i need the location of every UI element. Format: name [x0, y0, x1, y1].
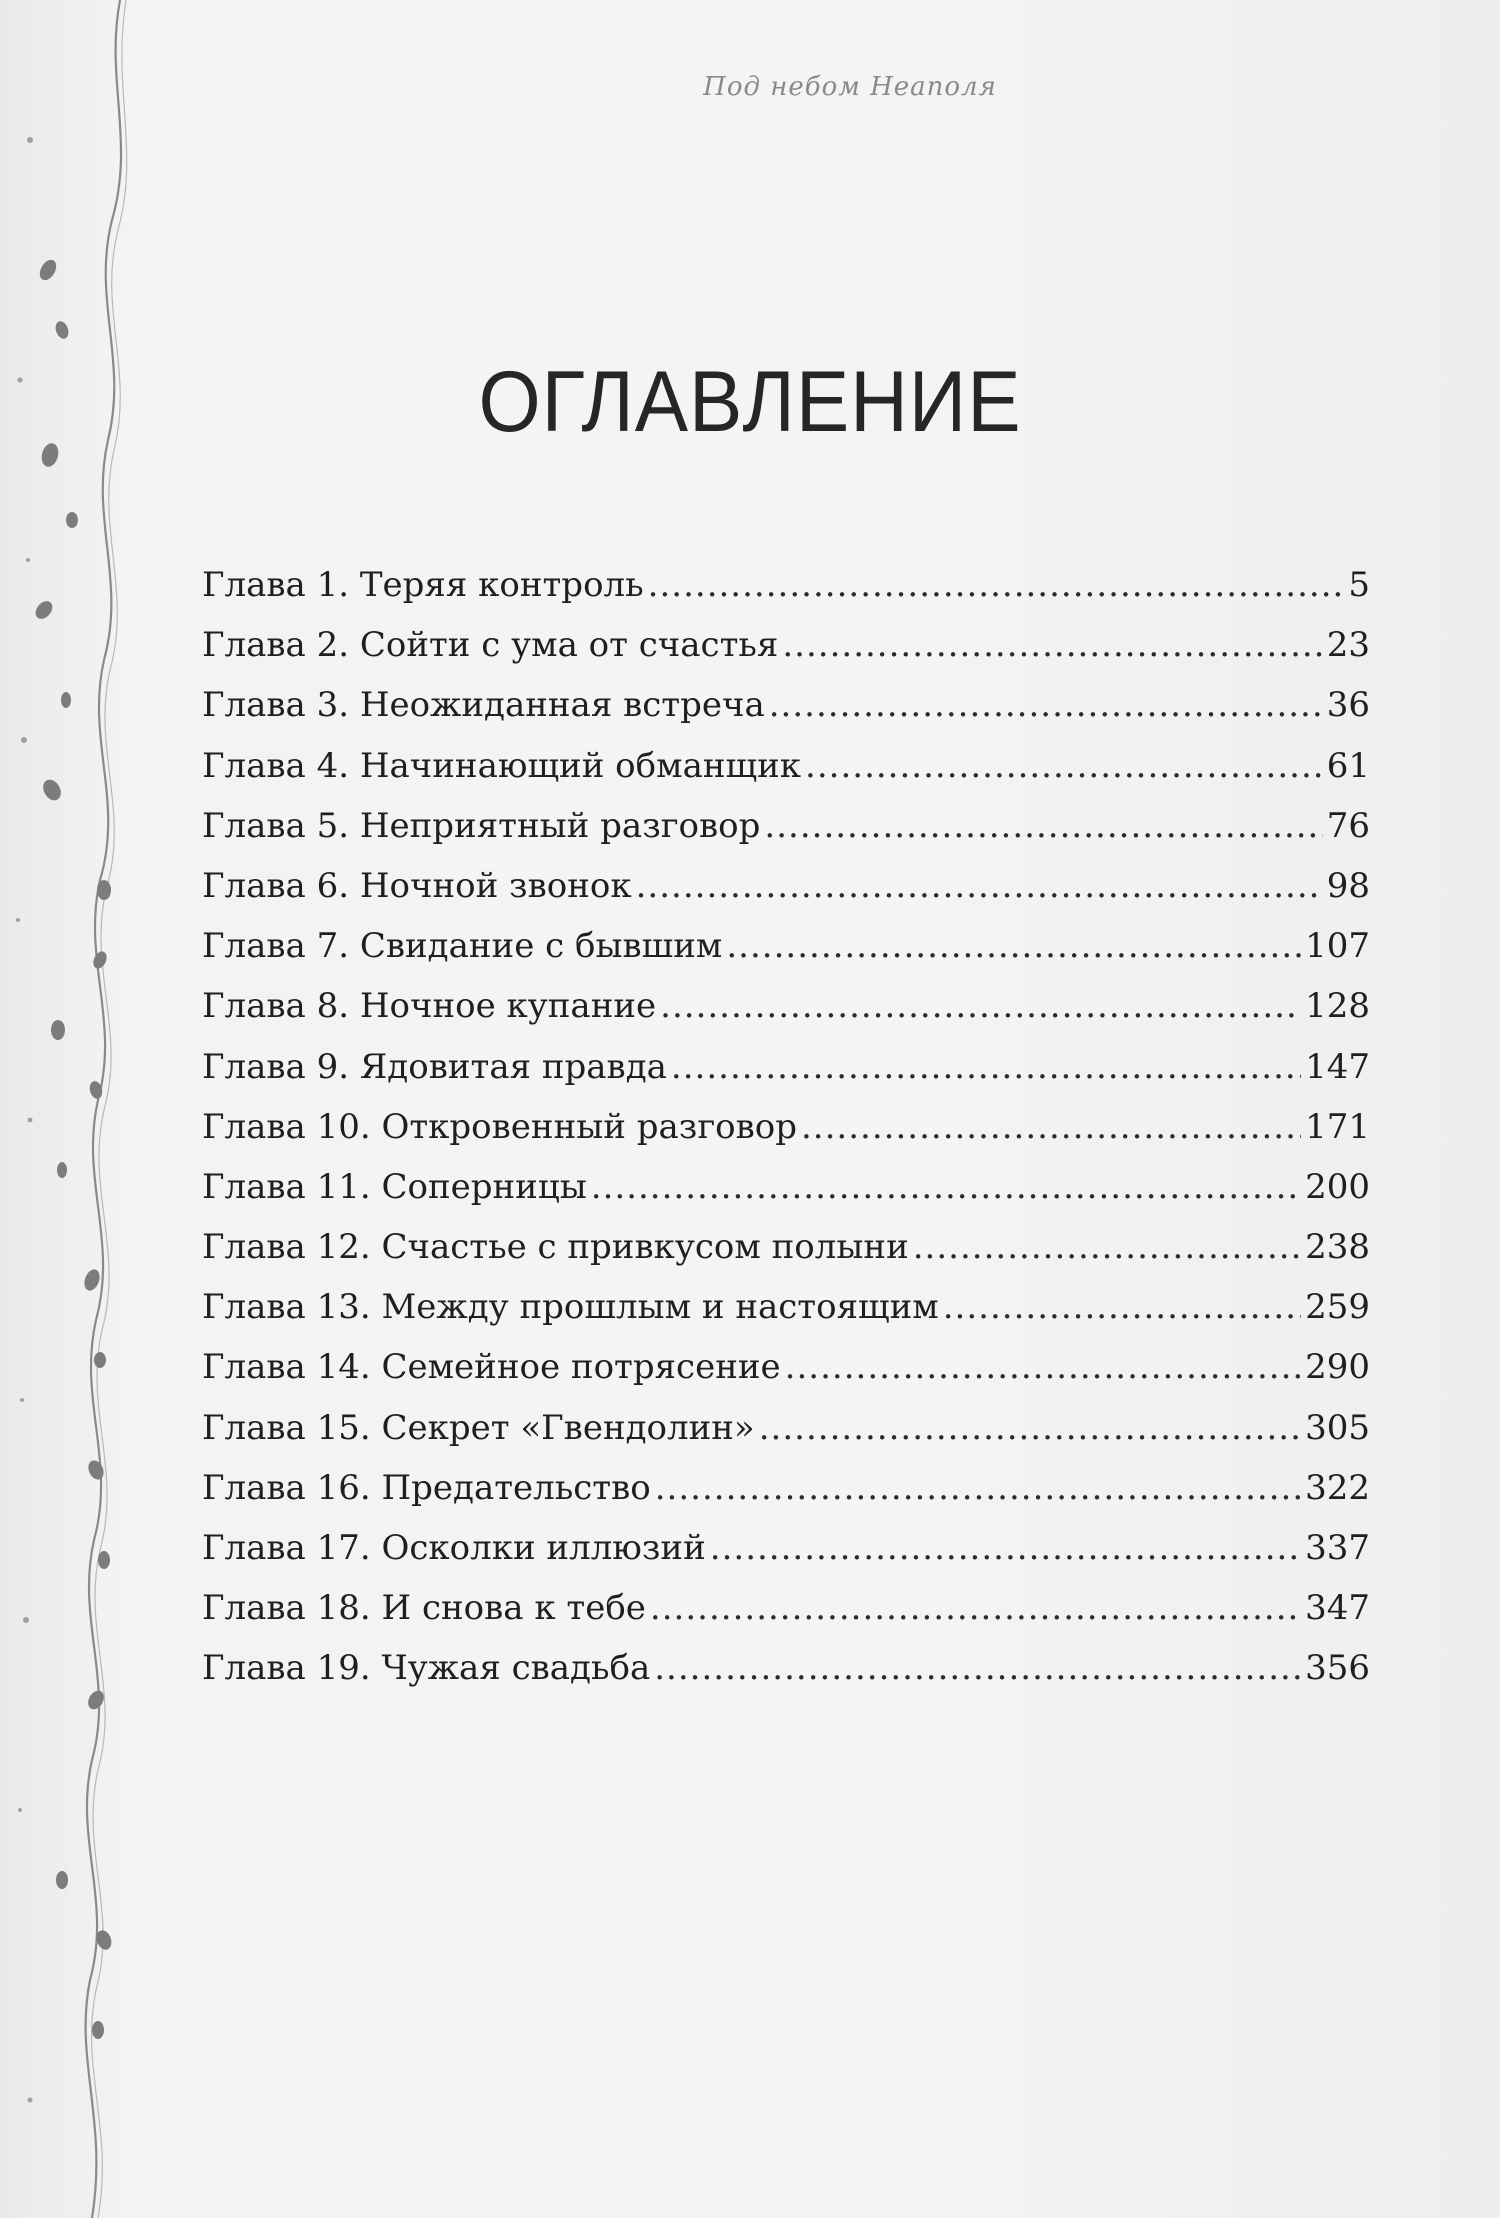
toc-entry-label: Глава 10. Откровенный разговор: [202, 1106, 797, 1147]
toc-dot-leader: [654, 1648, 1301, 1688]
toc-entry: [202, 1588, 1370, 1648]
toc-entry-label: Глава 11. Соперницы: [202, 1166, 587, 1207]
toc-entry: [202, 1528, 1370, 1588]
toc-entry: [202, 986, 1370, 1046]
toc-entry-page: 128: [1305, 986, 1370, 1027]
toc-entry-page: 61: [1326, 745, 1370, 786]
toc-entry-label: Глава 17. Осколки иллюзий: [202, 1528, 706, 1568]
toc-entry-page: 36: [1326, 685, 1370, 726]
toc-entry-label: Глава 5. Неприятный разговор: [202, 805, 761, 846]
toc-entry-page: 23: [1326, 625, 1370, 666]
toc-entry-page: 98: [1326, 865, 1370, 906]
toc-entry-label: Глава 13. Между прошлым и настоящим: [202, 1287, 939, 1328]
toc-entry-page: 347: [1305, 1588, 1370, 1629]
toc-entry: [202, 1167, 1370, 1227]
toc-entry: [202, 1287, 1370, 1347]
toc-entry-page: 5: [1348, 565, 1370, 605]
toc-dot-leader: [648, 565, 1345, 605]
toc-entry: [202, 1648, 1370, 1708]
toc-entry: [202, 1107, 1370, 1167]
toc-entry-page: 147: [1305, 1046, 1370, 1087]
toc-dot-leader: [913, 1227, 1301, 1267]
toc-entry: [202, 1047, 1370, 1107]
toc-entry: [202, 1468, 1370, 1528]
toc-dot-leader: [759, 1408, 1301, 1448]
toc-entry: [202, 746, 1370, 806]
toc-entry-page: 290: [1305, 1347, 1370, 1388]
toc-dot-leader: [764, 806, 1322, 846]
toc-dot-leader: [671, 1047, 1301, 1087]
toc-dot-leader: [660, 986, 1301, 1026]
toc-entry-page: 337: [1305, 1528, 1370, 1568]
toc-entry-label: Глава 12. Счастье с привкусом полыни: [202, 1227, 909, 1268]
toc-dot-leader: [726, 926, 1301, 966]
toc-entry-page: 322: [1305, 1467, 1370, 1508]
toc-entry: [202, 1227, 1370, 1287]
toc-entry-label: Глава 3. Неожиданная встреча: [202, 685, 765, 726]
toc-dot-leader: [769, 685, 1323, 725]
toc-dot-leader: [710, 1528, 1301, 1568]
running-head: Под небом Неаполя: [703, 72, 997, 102]
toc-entry-page: 171: [1305, 1106, 1370, 1147]
toc-dot-leader: [591, 1167, 1301, 1207]
toc-entry-label: Глава 2. Сойти с ума от счастья: [202, 625, 779, 666]
toc-entry: [202, 866, 1370, 926]
toc-entry: [202, 625, 1370, 685]
toc-dot-leader: [636, 866, 1323, 906]
toc-entry-page: 200: [1305, 1166, 1370, 1207]
toc-entry-page: 107: [1305, 926, 1370, 967]
toc-dot-leader: [785, 1347, 1301, 1387]
toc-dot-leader: [650, 1588, 1301, 1628]
toc-dot-leader: [801, 1107, 1301, 1147]
toc-entry: [202, 565, 1370, 625]
toc-entry-label: Глава 14. Семейное потрясение: [202, 1347, 781, 1388]
table-of-contents: [202, 565, 1370, 1709]
toc-dot-leader: [655, 1468, 1301, 1508]
toc-entry: [202, 1408, 1370, 1468]
toc-entry-page: 305: [1305, 1407, 1370, 1448]
toc-entry: [202, 1347, 1370, 1407]
page-title: ОГЛАВЛЕНИЕ: [478, 354, 1022, 450]
toc-entry-label: Глава 4. Начинающий обманщик: [202, 745, 802, 786]
toc-entry-label: Глава 8. Ночное купание: [202, 986, 657, 1027]
toc-entry-page: 76: [1326, 805, 1370, 846]
toc-dot-leader: [805, 746, 1323, 786]
toc-entry-label: Глава 7. Свидание с бывшим: [202, 926, 723, 967]
toc-entry-page: 356: [1305, 1648, 1370, 1689]
toc-entry-label: Глава 6. Ночной звонок: [202, 865, 632, 906]
toc-entry-label: Глава 9. Ядовитая правда: [202, 1046, 667, 1087]
toc-entry: [202, 685, 1370, 745]
toc-dot-leader: [782, 625, 1322, 665]
deckled-edge-ornament: [0, 0, 150, 2218]
toc-entry-label: Глава 16. Предательство: [202, 1467, 651, 1508]
toc-entry: [202, 926, 1370, 986]
toc-entry-page: 238: [1305, 1227, 1370, 1268]
toc-entry-label: Глава 19. Чужая свадьба: [202, 1648, 651, 1689]
toc-entry: [202, 806, 1370, 866]
toc-dot-leader: [943, 1287, 1301, 1327]
toc-entry-label: Глава 18. И снова к тебе: [202, 1588, 646, 1629]
toc-entry-label: Глава 1. Теряя контроль: [202, 565, 644, 605]
toc-entry-label: Глава 15. Секрет «Гвендолин»: [202, 1407, 755, 1448]
toc-entry-page: 259: [1305, 1287, 1370, 1328]
